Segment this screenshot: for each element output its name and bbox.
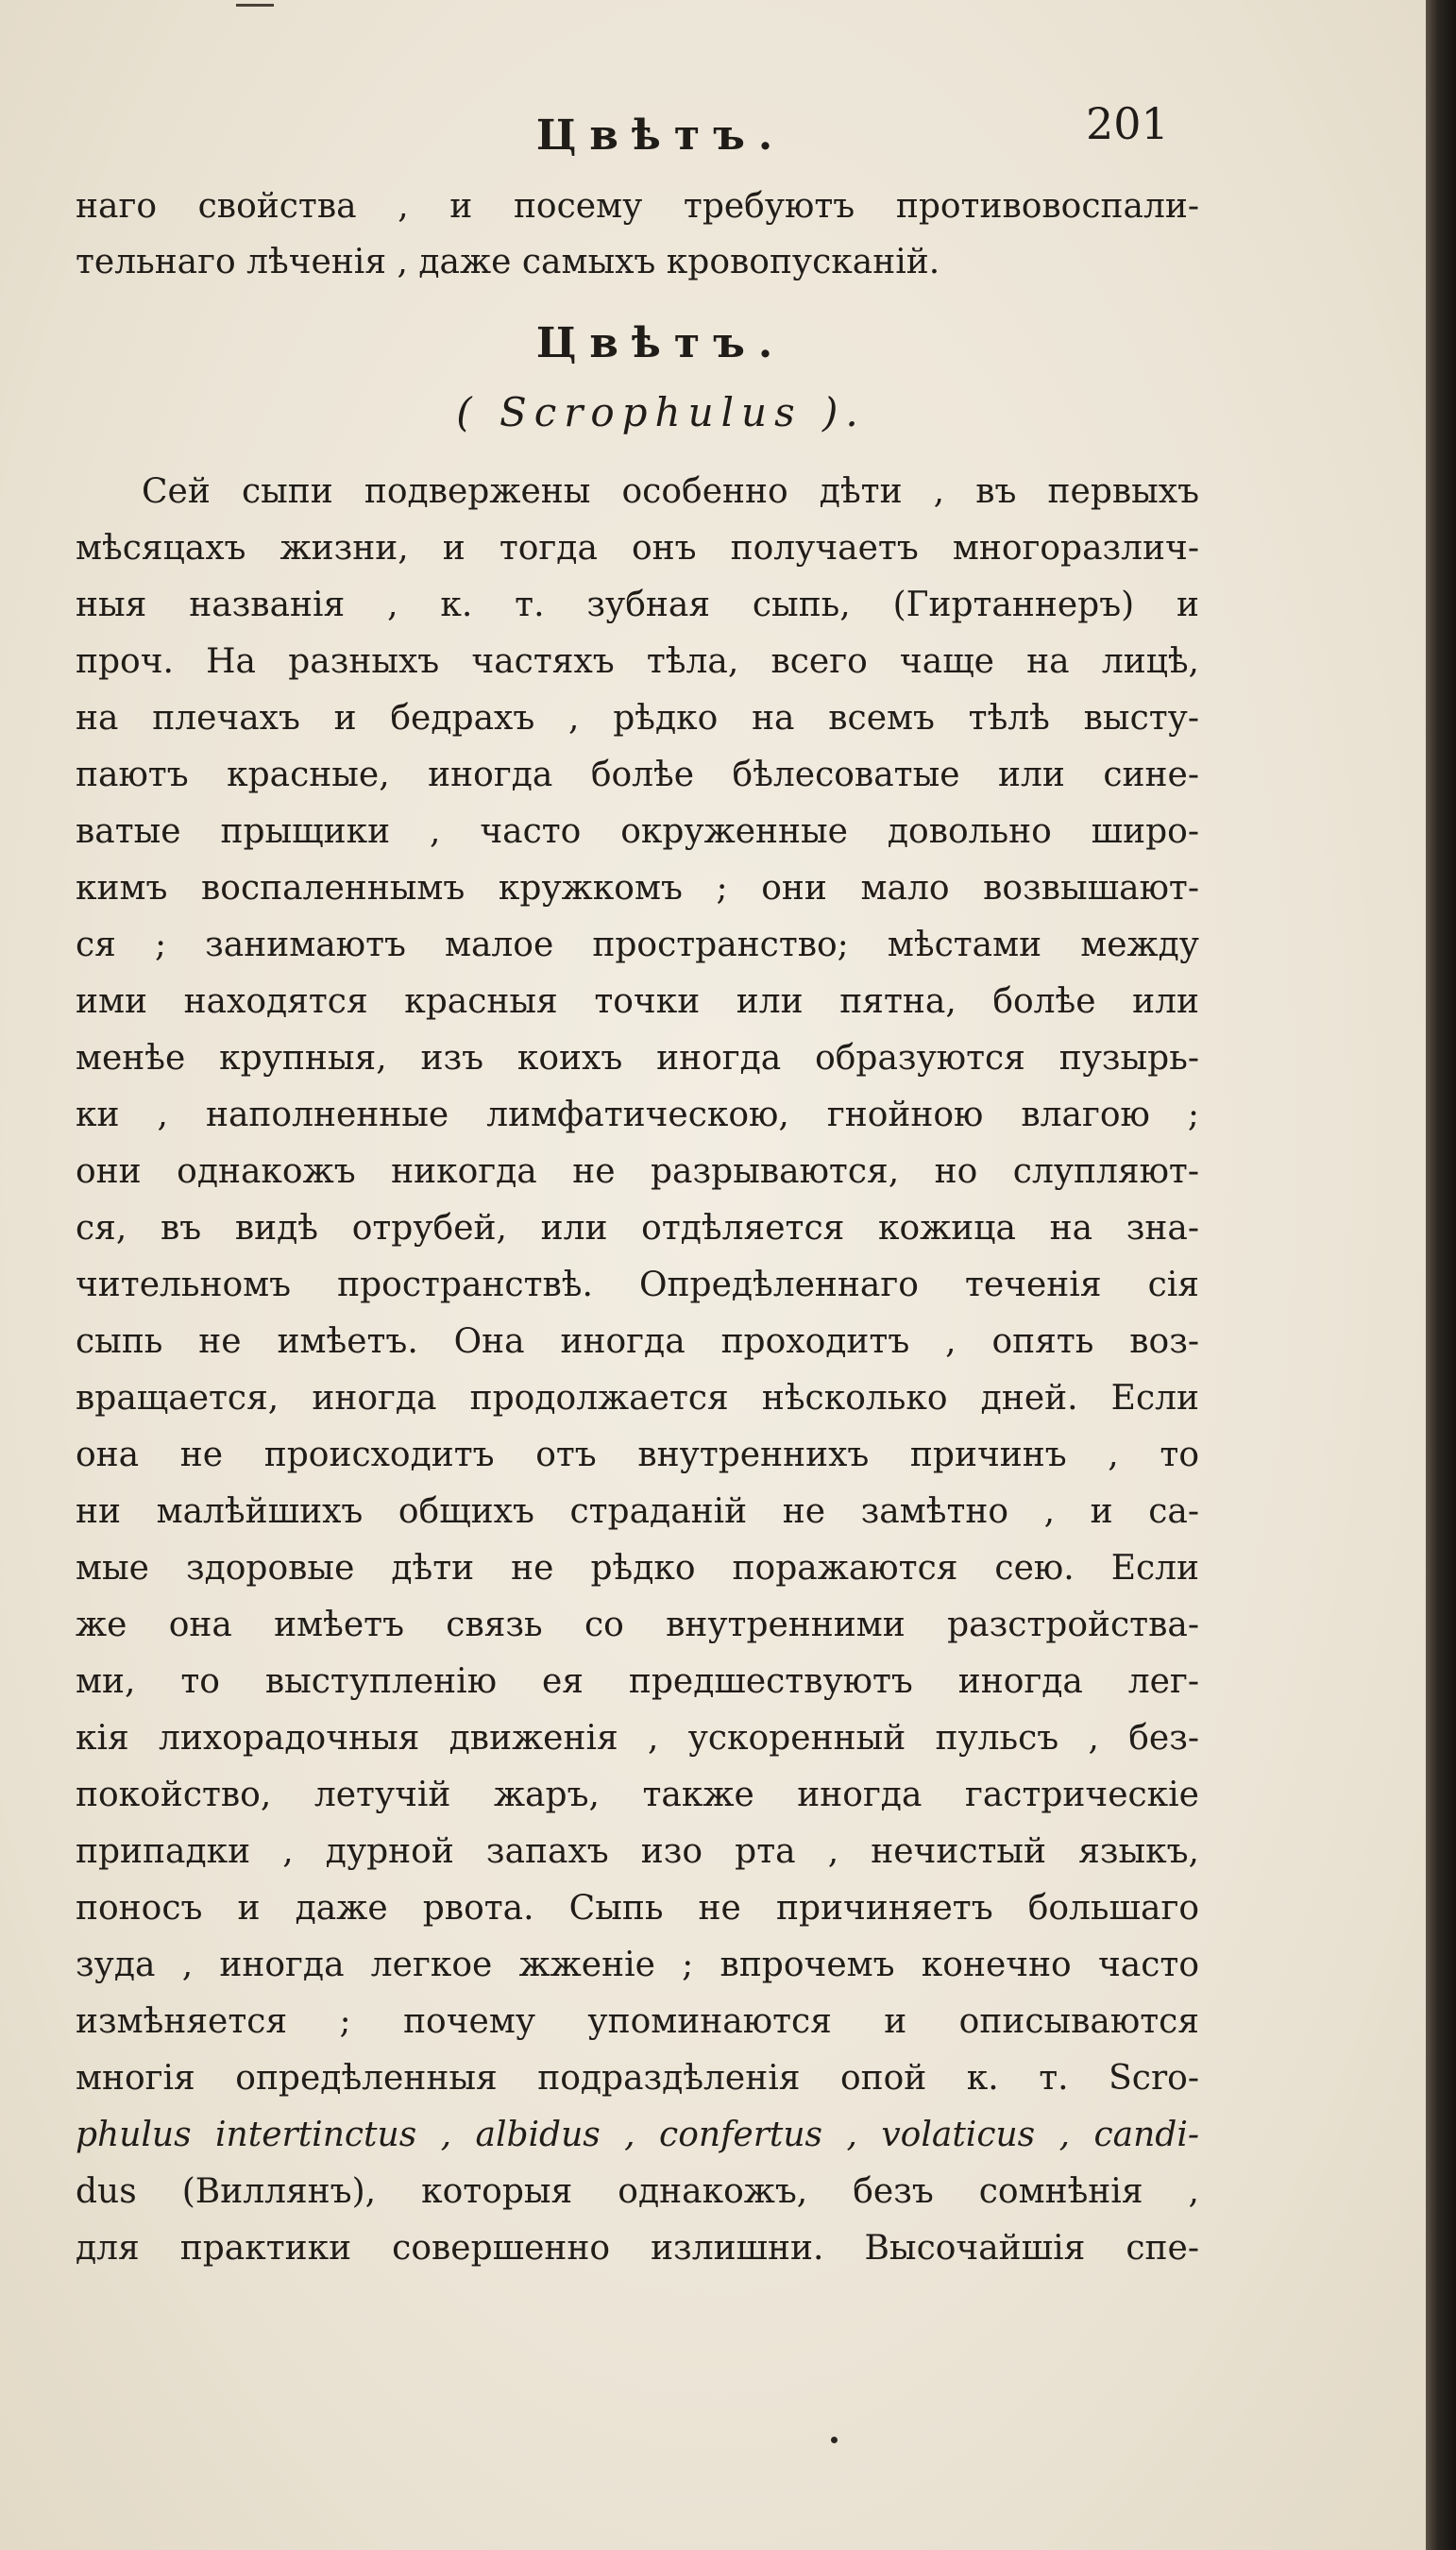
text-line: Сей сыпи подвержены особенно дѣти , въ первыхъ xyxy=(142,472,1199,511)
text-line: чительномъ пространствѣ. Опредѣленнаго теченія сія xyxy=(76,1266,1199,1304)
text-line: многія опредѣленныя подраздѣленія опой к. т. Scro- xyxy=(76,2059,1199,2098)
text-line: же она имѣетъ связь со внутренними разстройства- xyxy=(76,1606,1199,1644)
text-line: для практики совершенно излишни. Высочайшія спе- xyxy=(76,2229,1199,2268)
text-line: проч. На разныхъ частяхъ тѣла, всего чаще на лицѣ, xyxy=(76,642,1199,681)
text-line: ся, въ видѣ отрубей, или отдѣляется кожица на зна- xyxy=(76,1209,1199,1248)
page-edge-mark xyxy=(236,4,274,7)
text-line: мѣсяцахъ жизни, и тогда онъ получаетъ многоразлич- xyxy=(76,529,1199,568)
text-line: ныя названія , к. т. зубная сыпь, (Гиртаннеръ) и xyxy=(76,586,1199,624)
text-line: покойство, летучій жаръ, также иногда гастрическіе xyxy=(76,1776,1199,1814)
text-line: паютъ красные, иногда болѣе бѣлесоватые или сине- xyxy=(76,756,1199,794)
text-line: наго свойства , и посему требуютъ противовоспали- xyxy=(76,187,1199,226)
text-line: припадки , дурной запахъ изо рта , нечистый языкъ, xyxy=(76,1832,1199,1871)
page-binding-edge xyxy=(1426,0,1456,2550)
section-title: Цвѣтъ. xyxy=(535,319,787,367)
text-line: они однакожъ никогда не разрываются, но слупляют- xyxy=(76,1152,1199,1191)
running-title: Цвѣтъ. xyxy=(535,111,787,160)
text-line: кія лихорадочныя движенія , ускоренный пульсъ , без- xyxy=(76,1719,1199,1758)
text-line: она не происходитъ отъ внутреннихъ причинъ , то xyxy=(76,1436,1199,1474)
text-line: ими находятся красныя точки или пятна, болѣе или xyxy=(76,982,1199,1021)
text-line: ся ; занимаютъ малое пространство; мѣстами между xyxy=(76,926,1199,964)
text-line: зуда , иногда легкое жженіе ; впрочемъ конечно часто xyxy=(76,1946,1199,1984)
text-line: мые здоровые дѣти не рѣдко поражаются сею. Если xyxy=(76,1549,1199,1588)
page-number: 201 xyxy=(1086,98,1169,149)
ink-speck xyxy=(831,2437,838,2443)
text-line: поносъ и даже рвота. Сыпь не причиняетъ большаго xyxy=(76,1889,1199,1928)
text-line: ми, то выступленію ея предшествуютъ иногда лег- xyxy=(76,1662,1199,1701)
text-line: кимъ воспаленнымъ кружкомъ ; они мало возвышают- xyxy=(76,869,1199,908)
text-line: тельнаго лѣченія , даже самыхъ кровопусканій. xyxy=(76,243,940,281)
text-line: dus (Виллянъ), которыя однакожъ, безъ сомнѣнія , xyxy=(76,2172,1199,2211)
text-line: измѣняется ; почему упоминаются и описываются xyxy=(76,2002,1199,2041)
text-line: на плечахъ и бедрахъ , рѣдко на всемъ тѣлѣ высту- xyxy=(76,699,1199,738)
text-line: ки , наполненные лимфатическою, гнойною влагою ; xyxy=(76,1096,1199,1134)
text-line: вращается, иногда продолжается нѣсколько дней. Если xyxy=(76,1379,1199,1418)
section-subtitle: ( Scrophulus ). xyxy=(456,389,866,435)
text-line: менѣе крупныя, изъ коихъ иногда образуются пузырь- xyxy=(76,1039,1199,1078)
text-line: ни малѣйшихъ общихъ страданій не замѣтно , и са- xyxy=(76,1492,1199,1531)
text-line: сыпь не имѣетъ. Она иногда проходитъ , опять воз- xyxy=(76,1322,1199,1361)
text-line: ватые прыщики , часто окруженные довольно широ- xyxy=(76,812,1199,851)
text-line: phulus intertinctus , albidus , confertus , volaticus , candi- xyxy=(76,2116,1199,2154)
